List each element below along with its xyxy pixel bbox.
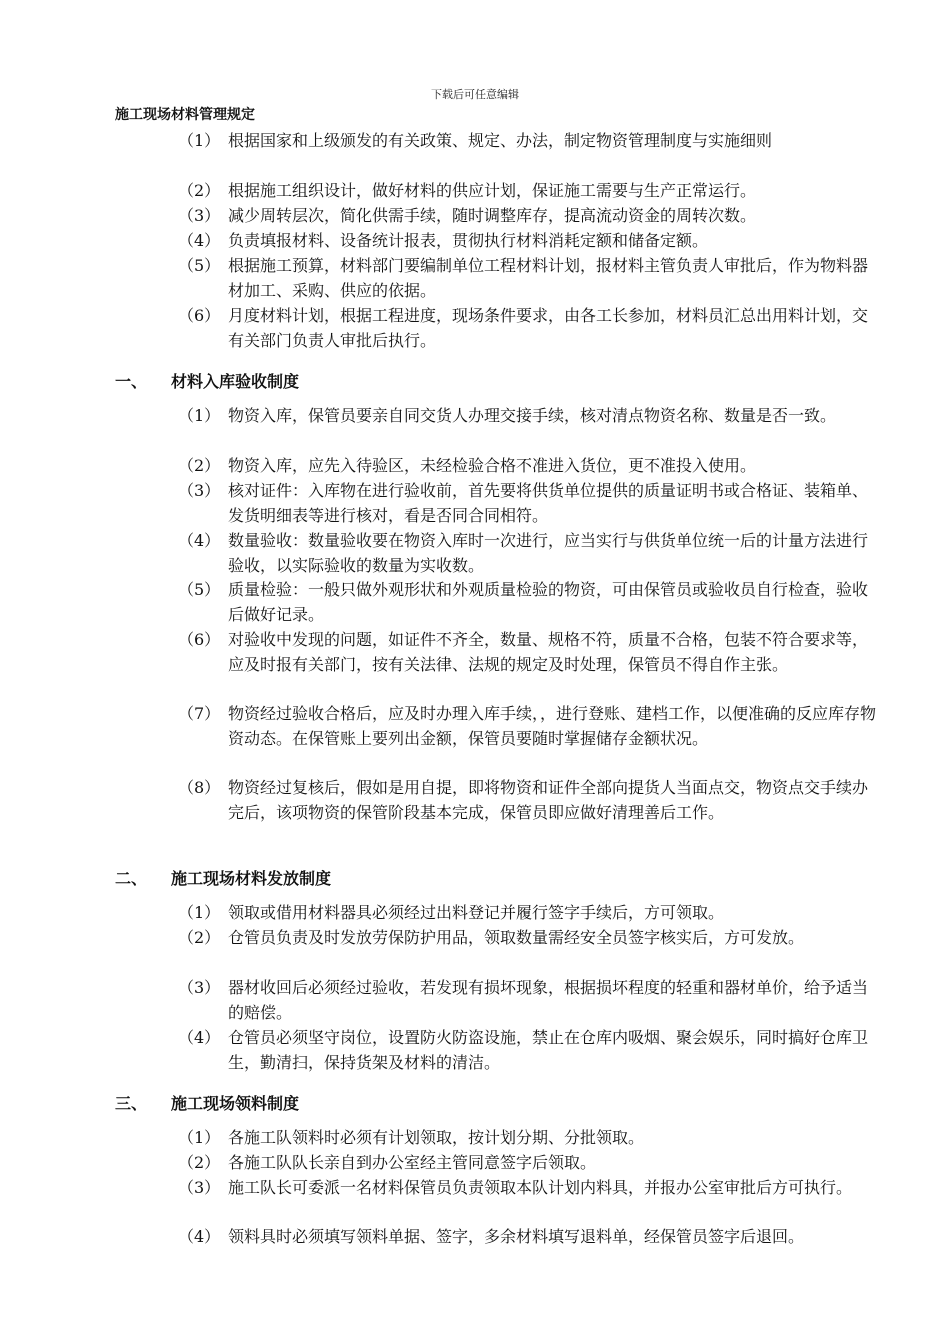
item-text: 各施工队领料时必须有计划领取，按计划分期、分批领取。 bbox=[228, 1128, 645, 1147]
item-text: 负责填报材料、设备统计报表，贯彻执行材料消耗定额和储备定额。 bbox=[228, 231, 709, 250]
section-title: 施工现场领料制度 bbox=[171, 1094, 300, 1113]
document-title: 施工现场材料管理规定 bbox=[115, 107, 255, 123]
item-text: 仓管员负责及时发放劳保防护用品，领取数量需经安全员签字核实后，方可发放。 bbox=[228, 928, 805, 947]
item-text: 领料具时必须填写领料单据、签字，多余材料填写退料单，经保管员签字后退回。 bbox=[228, 1227, 805, 1246]
item-text: 减少周转层次，简化供需手续，随时调整库存，提高流动资金的周转次数。 bbox=[228, 206, 757, 225]
item-index: （2） bbox=[178, 456, 221, 475]
item-text: 物资经过复核后，假如是用自提，即将物资和证件全部向提货人当面点交，物资点交手续办完后，该项物资的保管阶段基本完成，保管员即应做好清理善后工作。 bbox=[228, 778, 869, 822]
item-text: 对验收中发现的问题，如证件不齐全，数量、规格不符，质量不合格，包装不符合要求等，应及时报有关部门，按有关法律、法规的规定及时处理，保管员不得自作主张。 bbox=[228, 630, 869, 674]
item-index: （3） bbox=[178, 481, 221, 500]
list-item bbox=[178, 577, 878, 627]
item-text: 根据国家和上级颁发的有关政策、规定、办法，制定物资管理制度与实施细则 bbox=[228, 131, 773, 150]
item-index: （3） bbox=[178, 206, 221, 225]
list-item bbox=[178, 478, 878, 528]
list-item bbox=[178, 1125, 878, 1150]
item-index: （1） bbox=[178, 406, 221, 425]
item-index: （3） bbox=[178, 1178, 221, 1197]
section-title: 材料入库验收制度 bbox=[171, 372, 300, 391]
list-item bbox=[178, 627, 878, 677]
item-index: （6） bbox=[178, 306, 221, 325]
list-item bbox=[178, 1025, 878, 1075]
list-item bbox=[178, 453, 878, 478]
list-item bbox=[178, 228, 878, 253]
item-text: 根据施工预算，材料部门要编制单位工程材料计划，报材料主管负责人审批后，作为物料器材加工、采购、供应的依据。 bbox=[228, 256, 869, 300]
section-number: 三、 bbox=[115, 1094, 148, 1113]
list-item bbox=[178, 253, 878, 303]
item-index: （6） bbox=[178, 630, 221, 649]
item-text: 根据施工组织设计，做好材料的供应计划，保证施工需要与生产正常运行。 bbox=[228, 181, 757, 200]
list-item bbox=[178, 1175, 878, 1200]
section-title: 施工现场材料发放制度 bbox=[171, 869, 332, 888]
item-index: （4） bbox=[178, 531, 221, 550]
list-item bbox=[178, 303, 878, 353]
list-item bbox=[178, 1150, 878, 1175]
section-heading bbox=[115, 1091, 299, 1114]
list-item bbox=[178, 701, 878, 751]
page-header-note: 下载后可任意编辑 bbox=[431, 88, 519, 101]
list-item bbox=[178, 975, 878, 1025]
item-index: （5） bbox=[178, 256, 221, 275]
item-index: （4） bbox=[178, 1227, 221, 1246]
item-text: 数量验收：数量验收要在物资入库时一次进行，应当实行与供货单位统一后的计量方法进行验收，以实际验收的数量为实收数。 bbox=[228, 531, 869, 575]
item-text: 物资入库，保管员要亲自同交货人办理交接手续，核对清点物资名称、数量是否一致。 bbox=[228, 406, 837, 425]
item-text: 质量检验：一般只做外观形状和外观质量检验的物资，可由保管员或验收员自行检查，验收后做好记录。 bbox=[228, 580, 869, 624]
section-number: 一、 bbox=[115, 372, 148, 391]
item-index: （3） bbox=[178, 978, 221, 997]
section-heading bbox=[115, 866, 331, 889]
section-number: 二、 bbox=[115, 869, 148, 888]
item-text: 领取或借用材料器具必须经过出料登记并履行签字手续后，方可领取。 bbox=[228, 903, 725, 922]
item-text: 各施工队队长亲自到办公室经主管同意签字后领取。 bbox=[228, 1153, 597, 1172]
list-item bbox=[178, 900, 878, 925]
item-text: 核对证件：入库物在进行验收前，首先要将供货单位提供的质量证明书或合格证、装箱单、发货明细表等进行核对，看是否同合同相符。 bbox=[228, 481, 869, 525]
item-index: （7） bbox=[178, 704, 221, 723]
item-index: （2） bbox=[178, 181, 221, 200]
list-item bbox=[178, 528, 878, 578]
item-index: （2） bbox=[178, 1153, 221, 1172]
item-text: 仓管员必须坚守岗位，设置防火防盗设施，禁止在仓库内吸烟、聚会娱乐，同时搞好仓库卫生，勤清扫，保持货架及材料的清洁。 bbox=[228, 1028, 869, 1072]
item-text: 施工队长可委派一名材料保管员负责领取本队计划内料具，并报办公室审批后方可执行。 bbox=[228, 1178, 853, 1197]
list-item bbox=[178, 178, 878, 203]
section-heading bbox=[115, 369, 299, 392]
item-index: （1） bbox=[178, 131, 221, 150]
item-text: 物资经过验收合格后，应及时办理入库手续，，进行登账、建档工作，以便准确的反应库存物资动态。在保管账上要列出金额，保管员要随时掌握储存金额状况。 bbox=[228, 704, 877, 748]
list-item bbox=[178, 403, 878, 428]
item-text: 月度材料计划，根据工程进度，现场条件要求，由各工长参加，材料员汇总出用料计划，交有关部门负责人审批后执行。 bbox=[228, 306, 869, 350]
item-index: （2） bbox=[178, 928, 221, 947]
list-item bbox=[178, 1224, 878, 1249]
item-index: （1） bbox=[178, 1128, 221, 1147]
list-item bbox=[178, 925, 878, 950]
item-index: （5） bbox=[178, 580, 221, 599]
item-text: 物资入库，应先入待验区，未经检验合格不准进入货位，更不准投入使用。 bbox=[228, 456, 757, 475]
item-index: （1） bbox=[178, 903, 221, 922]
item-index: （8） bbox=[178, 778, 221, 797]
item-index: （4） bbox=[178, 1028, 221, 1047]
item-text: 器材收回后必须经过验收，若发现有损坏现象，根据损坏程度的轻重和器材单价，给予适当的赔偿。 bbox=[228, 978, 869, 1022]
list-item bbox=[178, 775, 878, 825]
list-item bbox=[178, 203, 878, 228]
item-index: （4） bbox=[178, 231, 221, 250]
list-item bbox=[178, 128, 878, 153]
